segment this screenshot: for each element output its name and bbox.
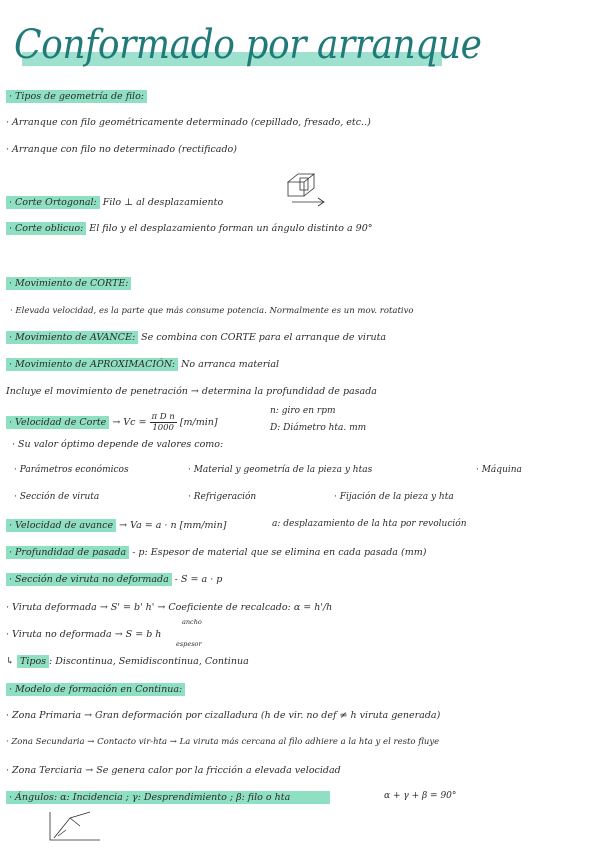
note-text: No arranca material: [178, 359, 280, 370]
annotation-ancho: ancho: [182, 618, 202, 626]
note-text: Se combina con CORTE para el arranque de viruta: [138, 332, 387, 343]
note-line: [6, 222, 373, 235]
heading-highlight: · Movimiento de APROXIMACIÓN:: [6, 358, 178, 371]
heading-highlight: · Ángulos: α: Incidencia ; γ: Desprendimiento ; β: filo o hta: [6, 791, 330, 804]
factor-item: · Fijación de la pieza y hta: [334, 492, 454, 502]
note-line: [6, 277, 131, 290]
legend-n: n: giro en rpm: [270, 406, 336, 416]
heading-highlight: · Profundidad de pasada: [6, 546, 129, 559]
factor-item: · Sección de viruta: [14, 492, 100, 502]
note-text: [m/min]: [179, 417, 218, 428]
factor-item: · Refrigeración: [188, 492, 257, 502]
note-text: El filo y el desplazamiento forman un ángulo distinto a 90°: [86, 223, 373, 234]
note-text: - p: Espesor de material que se elimina en cada pasada (mm): [129, 547, 427, 558]
factor-item: · Parámetros económicos: [14, 465, 129, 475]
factor-item: · Máquina: [476, 465, 522, 475]
note-text: : Discontinua, Semidiscontinua, Continua: [49, 656, 249, 667]
note-line: · Arranque con filo geométricamente determinado (cepillado, fresado, etc..): [6, 117, 371, 128]
note-line: [6, 196, 223, 209]
note-line: [6, 412, 218, 433]
heading-highlight: · Velocidad de Corte: [6, 416, 109, 429]
note-line: [6, 358, 279, 371]
note-text: · Viruta deformada → S' = b' h': [6, 602, 155, 613]
heading-highlight: · Tipos de geometría de filo:: [6, 90, 147, 103]
heading-highlight: · Movimiento de AVANCE:: [6, 331, 138, 344]
note-line: [6, 573, 222, 586]
legend-d: D: Diámetro hta. mm: [270, 423, 367, 433]
note-line: · Elevada velocidad, es la parte que más consume potencia. Normalmente es un mov. rotativo: [10, 306, 414, 316]
note-line: [6, 791, 330, 804]
heading-highlight: · Sección de viruta no deformada: [6, 573, 172, 586]
note-text: → Vc =: [109, 417, 150, 428]
note-text: → Coeficiente de recalcado: α = h'/h: [154, 602, 333, 613]
note-text: Filo ⊥ al desplazamiento: [99, 197, 224, 208]
factor-item: · Material y geometría de la pieza y htas: [188, 465, 373, 475]
note-line: [6, 519, 226, 532]
note-line: · Su valor óptimo depende de valores como:: [12, 439, 224, 450]
note-text: - S = a · p: [171, 574, 223, 585]
note-line: · Zona Terciaria → Se genera calor por la fricción a elevada velocidad: [6, 765, 341, 776]
orthogonal-cut-sketch: [284, 172, 334, 216]
note-text: a: desplazamiento de la hta por revolución: [272, 519, 467, 529]
note-line: · Zona Secundaria → Contacto vir-hta → La viruta más cercana al filo adhiere a la hta y el resto fluye: [6, 737, 440, 747]
note-line: [6, 601, 332, 614]
heading-highlight: · Velocidad de avance: [6, 519, 116, 532]
formula-numerator: π D n: [151, 412, 175, 422]
formula-denominator: 1000: [152, 423, 174, 433]
note-line: [6, 683, 185, 696]
heading-highlight: Tipos: [17, 655, 49, 668]
note-line: [6, 655, 249, 668]
heading-highlight: · Corte Ortogonal:: [6, 196, 100, 209]
angles-sketch: [40, 808, 110, 844]
page-title: Conformado por arranque: [14, 22, 482, 68]
cutting-speed-formula: [150, 412, 177, 433]
heading-highlight: · Modelo de formación en Continua:: [6, 683, 185, 696]
note-line: [6, 546, 426, 559]
annotation-espesor: espesor: [176, 640, 202, 648]
note-text: → Va = a · n [mm/min]: [116, 520, 227, 531]
note-line: [6, 331, 386, 344]
note-text: ↳: [6, 656, 17, 667]
note-line: [6, 90, 147, 103]
note-line: · Viruta no deformada → S = b h: [6, 629, 162, 640]
heading-highlight: · Movimiento de CORTE:: [6, 277, 131, 290]
angle-sum: α + γ + β = 90°: [384, 791, 457, 801]
heading-highlight: · Corte oblicuo:: [6, 222, 86, 235]
note-line: · Arranque con filo no determinado (rectificado): [6, 144, 237, 155]
note-line: · Zona Primaria → Gran deformación por cizalladura (h de vir. no def ≠ h viruta generada): [6, 710, 441, 721]
note-line: Incluye el movimiento de penetración → determina la profundidad de pasada: [6, 386, 377, 397]
